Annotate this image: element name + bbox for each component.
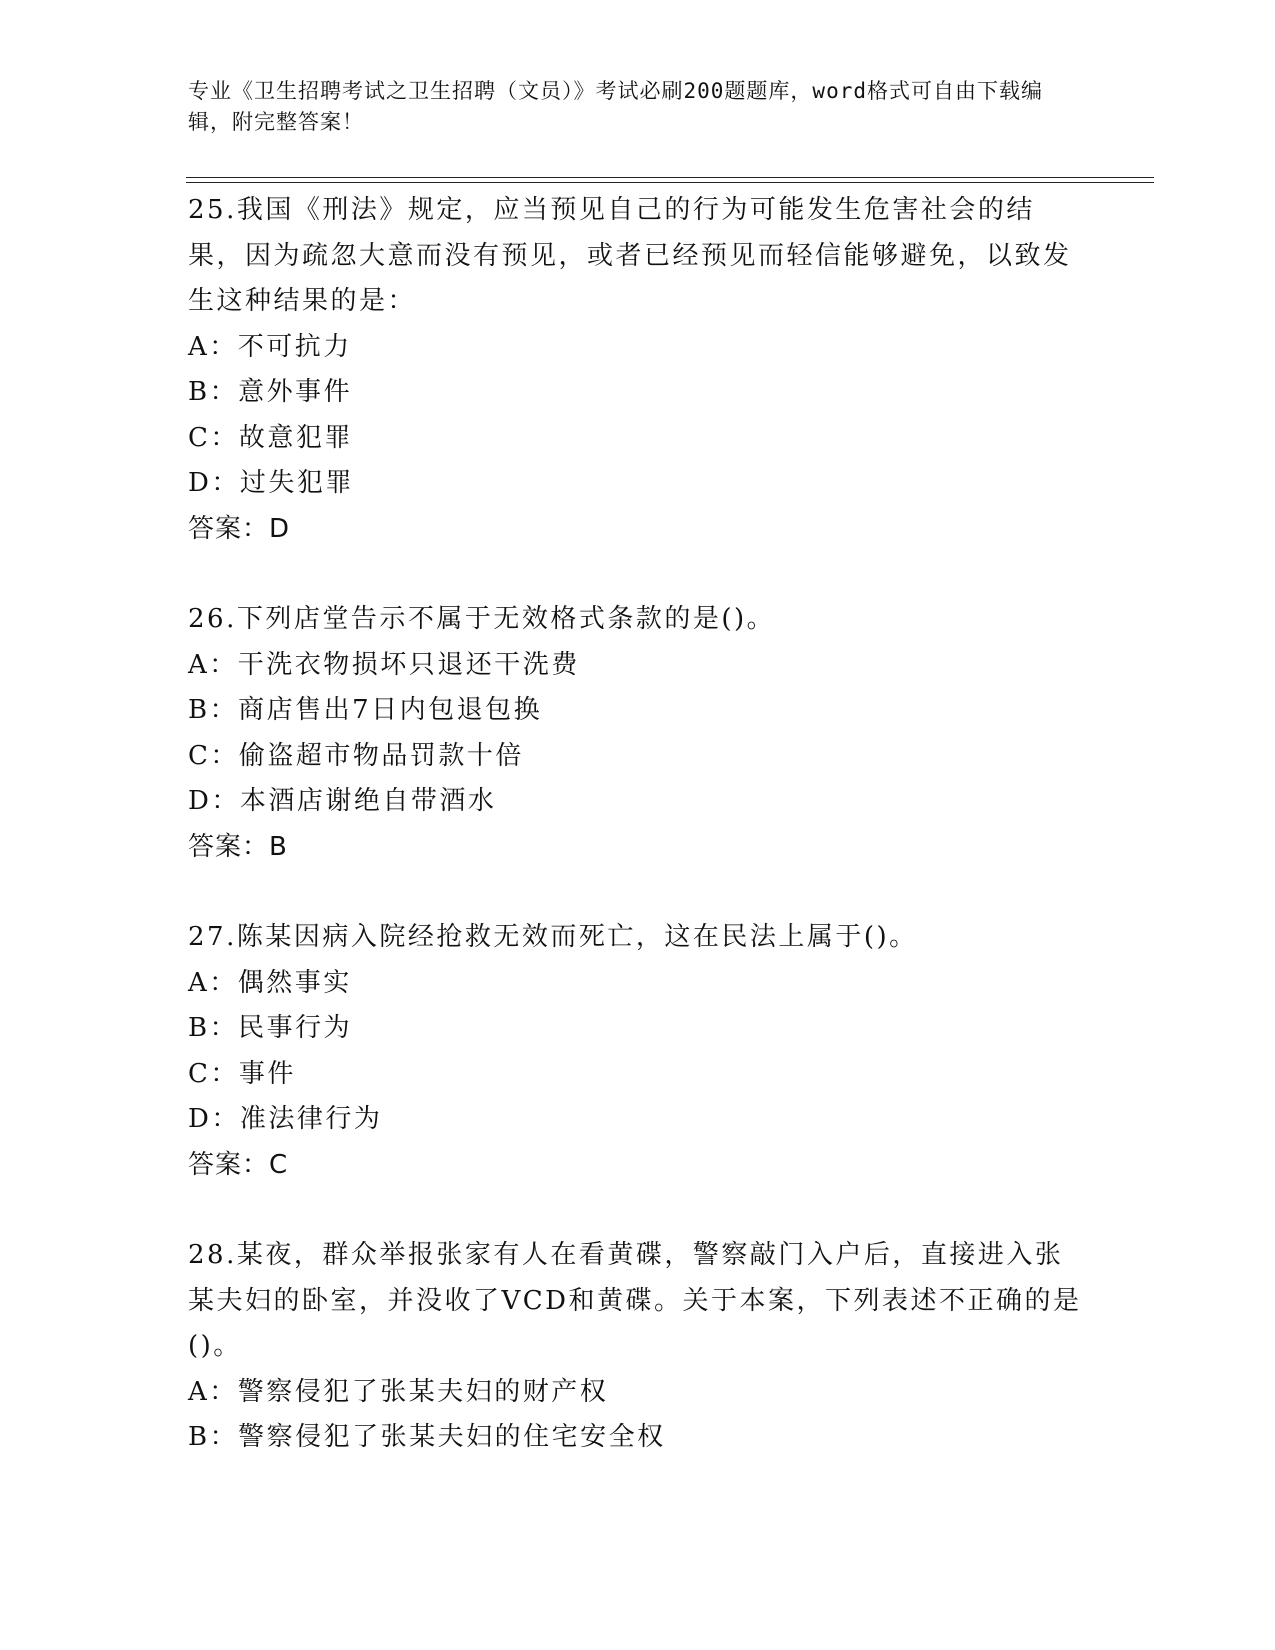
option-b: B：民事行为 bbox=[188, 1013, 353, 1043]
question-stem: 28.某夜，群众举报张家有人在看黄碟，警察敲门入户后，直接进入张某夫妇的卧室，并没收了VCD和黄碟。关于本案，下列表述不正确的是()。 bbox=[188, 1240, 1082, 1361]
question-stem: 25.我国《刑法》规定，应当预见自己的行为可能发生危害社会的结果，因为疏忽大意而没有预见，或者已经预见而轻信能够避免，以致发生这种结果的是： bbox=[188, 195, 1072, 316]
option-d: D：过失犯罪 bbox=[188, 468, 354, 498]
question-stem: 26.下列店堂告示不属于无效格式条款的是()。 bbox=[188, 604, 776, 634]
option-b: B：警察侵犯了张某夫妇的住宅安全权 bbox=[188, 1422, 666, 1452]
option-c: C：偷盗超市物品罚款十倍 bbox=[188, 740, 524, 771]
document-header: 专业《卫生招聘考试之卫生招聘（文员）》考试必刷200题题库，word格式可自由下载编辑，附完整答案！ bbox=[188, 79, 1043, 134]
question-27 bbox=[188, 915, 1088, 1188]
option-b: B：意外事件 bbox=[188, 377, 353, 407]
header-divider-bottom bbox=[186, 182, 1154, 183]
option-a: A：警察侵犯了张某夫妇的财产权 bbox=[188, 1376, 609, 1407]
header-divider-top bbox=[186, 177, 1154, 178]
answer-line: 答案：C bbox=[188, 1149, 289, 1180]
question-28 bbox=[188, 1233, 1088, 1461]
option-d: D：本酒店谢绝自带酒水 bbox=[188, 786, 497, 816]
option-a: A：不可抗力 bbox=[188, 331, 352, 362]
option-a: A：偶然事实 bbox=[188, 967, 352, 998]
answer-line: 答案：B bbox=[188, 831, 288, 862]
option-b: B：商店售出7日内包退包换 bbox=[188, 695, 543, 725]
option-c: C：事件 bbox=[188, 1058, 296, 1089]
question-stem: 27.陈某因病入院经抢救无效而死亡，这在民法上属于()。 bbox=[188, 922, 918, 952]
question-26 bbox=[188, 597, 1088, 870]
answer-line: 答案：D bbox=[188, 513, 291, 544]
option-d: D：准法律行为 bbox=[188, 1104, 383, 1134]
option-a: A：干洗衣物损坏只退还干洗费 bbox=[188, 649, 580, 680]
question-25 bbox=[188, 188, 1088, 552]
option-c: C：故意犯罪 bbox=[188, 422, 353, 453]
